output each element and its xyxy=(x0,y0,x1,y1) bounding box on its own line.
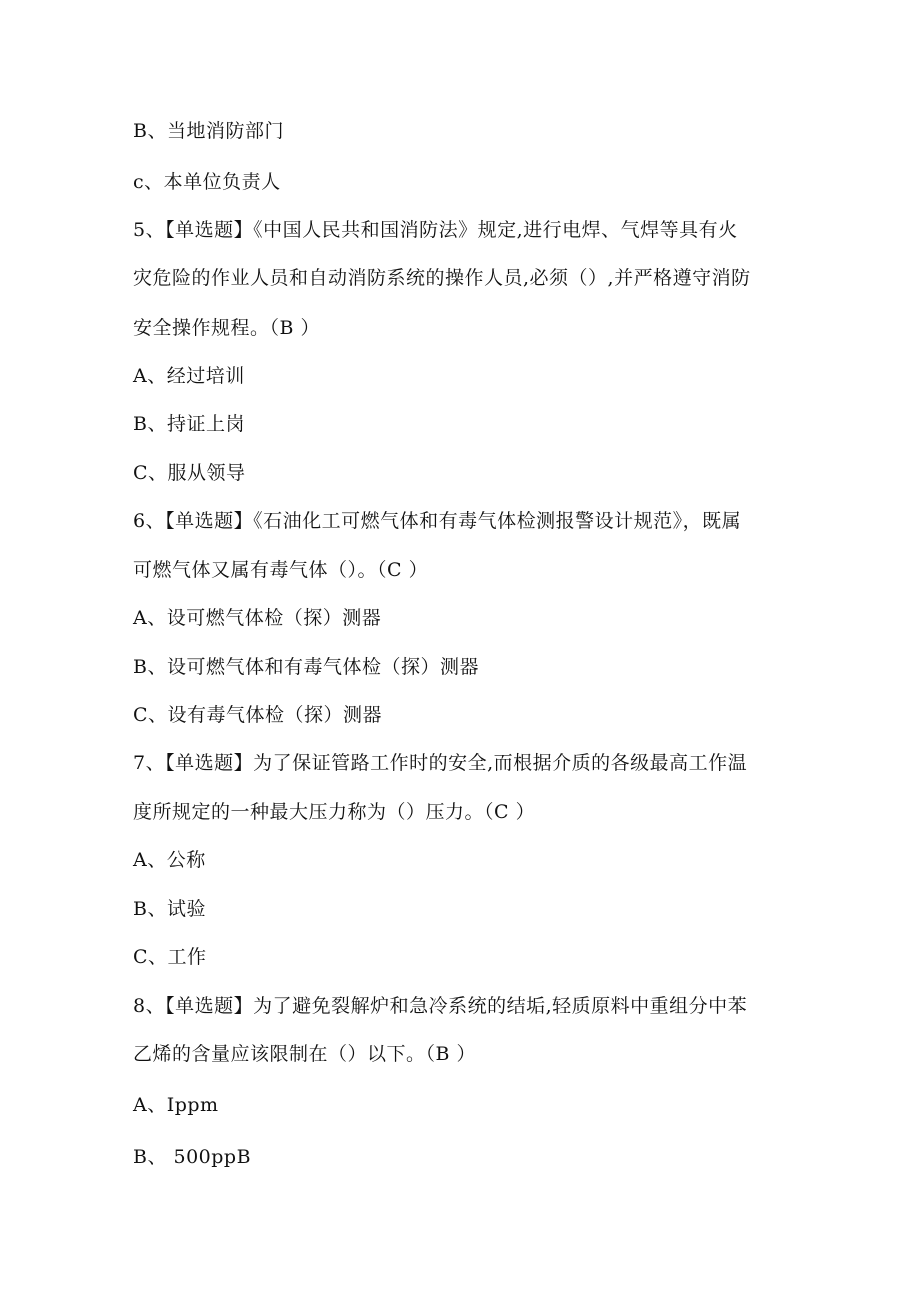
option-line: C、工作 xyxy=(133,946,207,968)
question-line: 5、【单选题】《中国人民共和国消防法》规定,进行电焊、气焊等具有火 xyxy=(133,219,738,241)
option-line: B、设可燃气体和有毒气体检（探）测器 xyxy=(133,656,479,678)
option-line: A、设可燃气体检（探）测器 xyxy=(133,607,382,629)
question-line: 度所规定的一种最大压力称为（）压力。（C ） xyxy=(133,801,536,823)
question-line: 8、【单选题】为了避免裂解炉和急冷系统的结垢,轻质原料中重组分中苯 xyxy=(133,995,748,1017)
question-line: 可燃气体又属有毒气体（）。（C ） xyxy=(133,559,429,581)
question-line: 乙烯的含量应该限制在（）以下。（B ） xyxy=(133,1043,477,1065)
option-line: B、当地消防部门 xyxy=(133,120,284,142)
question-line: 6、【单选题】《石油化工可燃气体和有毒气体检测报警设计规范》，既属 xyxy=(133,510,742,532)
option-line: c、本单位负责人 xyxy=(133,171,281,193)
option-line: A、经过培训 xyxy=(133,365,245,387)
option-line: B、 500ppB xyxy=(133,1146,252,1168)
question-line: 安全操作规程。（B ） xyxy=(133,317,321,339)
option-line: C、设有毒气体检（探）测器 xyxy=(133,704,383,726)
option-line: C、服从领导 xyxy=(133,462,246,484)
question-line: 灾危险的作业人员和自动消防系统的操作人员,必须（）,并严格遵守消防 xyxy=(133,267,751,289)
option-line: B、试验 xyxy=(133,898,206,920)
option-line: A、Ippm xyxy=(133,1094,219,1116)
option-line: A、公称 xyxy=(133,849,206,871)
option-line: B、持证上岗 xyxy=(133,413,245,435)
question-line: 7、【单选题】为了保证管路工作时的安全,而根据介质的各级最高工作温 xyxy=(133,752,748,774)
